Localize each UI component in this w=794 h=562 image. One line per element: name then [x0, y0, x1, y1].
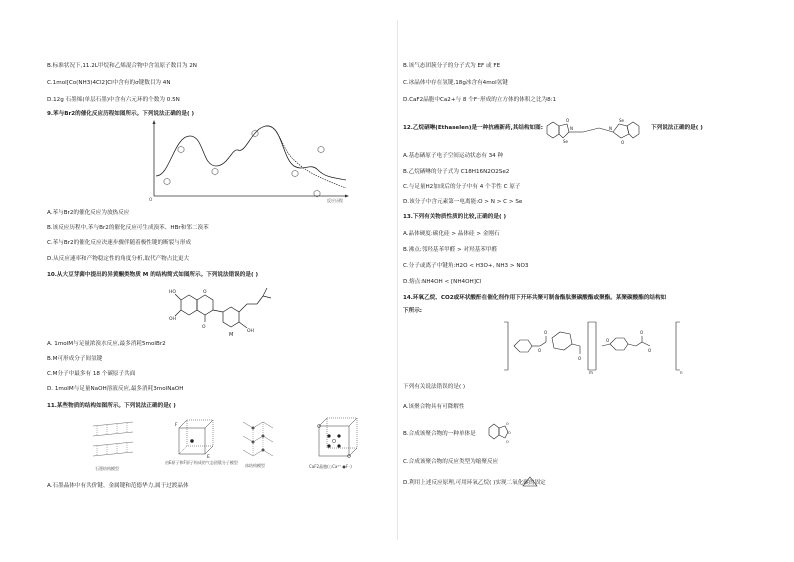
- q10-option-c: C.M分子中最多有 18 个碳原子共面: [47, 371, 136, 377]
- q9-axis-x-label: 反应历程: [327, 198, 343, 203]
- q10-option-a: A. 1molM与足量浓溴水反应,最多消耗5molBr2: [47, 341, 166, 347]
- svg-text:O: O: [621, 140, 625, 144]
- q14-stem-line2: 下所示:: [403, 308, 423, 314]
- q12-option-d: D.该分子中含元素第一电离能:O > N > C > Se: [403, 199, 523, 205]
- q8-option-c: C.1mol[Co(NH3)4Cl2]Cl中含有的σ键数目为 4N: [47, 80, 171, 86]
- svg-text:Se: Se: [619, 118, 624, 123]
- q13-option-a: A.晶体硬度:碳化硅 > 晶体硅 > 金刚石: [403, 231, 500, 237]
- q9-option-d: D.从反应速率和产物稳定性的角度分析,取代产物占比更大: [47, 256, 190, 262]
- svg-text:O: O: [506, 440, 509, 444]
- caf2-unit-cell-figure: [318, 418, 358, 458]
- q13-option-d: D.熔点:NH4OH < [NH4OH]Cl: [403, 279, 482, 285]
- q11-option-b: B.该气态团簇分子的分子式为 EF 或 FE: [403, 63, 501, 69]
- svg-text:O: O: [640, 330, 644, 335]
- ethylene-oxide-icon: [521, 475, 539, 489]
- q14-option-c: C.合成该聚合物的反应类型为缩聚反应: [403, 459, 499, 465]
- svg-text:F: F: [175, 423, 178, 428]
- q10-option-b: B.M可形成分子间氢键: [47, 356, 103, 362]
- q12-stem-tail: 下列说法正确的是( ): [651, 125, 703, 131]
- q13-stem: 13.下列有关物质性质的比较,正确的是( ): [403, 214, 507, 220]
- q10-stem: 10.从大豆芽菌中提出的异黄酮类物质 M 的结构简式如图所示。下列说法错误的是( ): [47, 272, 259, 278]
- q11-option-a: A.石墨晶体中有共价键、金属键和范德华力,属于过渡晶体: [47, 483, 189, 489]
- q11-caption-graphite: 石墨结构模型: [95, 466, 119, 471]
- svg-text:O: O: [566, 118, 570, 123]
- q10-molecule-label: M: [229, 332, 234, 338]
- q14-option-d: D.利用上述反应原理,可用环氧乙烷( )实现二氧化碳的固定: [403, 480, 546, 486]
- svg-text:N: N: [570, 126, 573, 131]
- svg-text:O: O: [578, 356, 582, 361]
- svg-text:O: O: [202, 325, 206, 330]
- q11-stem: 11.某些物质的结构如图所示。下列说法正确的是( ): [47, 403, 176, 409]
- q11-caption-caf2: CaF2晶胞(○Ca²⁺ ●F⁻): [309, 464, 352, 469]
- q11-structure-figures: [87, 412, 407, 478]
- q14-subscript-m: m: [589, 370, 593, 375]
- svg-text:O: O: [538, 348, 542, 353]
- q10-option-d: D. 1molM与足量NaOH溶液反应,最多消耗3molNaOH: [47, 386, 184, 392]
- q8-option-b: B.标准状况下,11.2L甲烷和乙烯混合物中含氢原子数目为 2N: [47, 63, 197, 69]
- svg-text:Se: Se: [563, 139, 568, 144]
- q14-phthalic-anhydride-structure: [485, 418, 513, 444]
- q14-stem: 14.环氧乙烷、CO2或环状酸酐在催化剂作用下开环共聚可制备酯肽聚碳酸酯或聚酯。某聚碳酸酯的结构如: [403, 295, 667, 301]
- q12-option-c: C.与足量H2加成后的分子中有 4 个手性 C 原子: [403, 184, 521, 190]
- q14-subscript-n: n: [680, 370, 683, 375]
- q9-stem: 9.苯与Br2的催化反应历程如图所示。下列说法正确的是( ): [47, 111, 195, 117]
- svg-text:O: O: [508, 431, 511, 435]
- svg-text:O: O: [544, 330, 548, 335]
- q11-option-d: D.CaF2晶胞中Ca2+与 8 个F⁻形成的立方体的体积之比为8:1: [403, 97, 557, 103]
- svg-text:OH: OH: [247, 329, 254, 334]
- q11-caption-cluster: 由E原子和F原子构成的气态团簇分子模型: [165, 460, 238, 465]
- q14-polymer-structure: [498, 318, 698, 376]
- q14-option-a: A.该聚合物具有可降解性: [403, 404, 465, 410]
- q9-option-b: B.该反应历程中,苯与Br2的催化反应可生成溴苯、HBr和邻二溴苯: [47, 225, 209, 231]
- q14-option-b: B.合成该聚合物的一种单体是: [403, 431, 476, 437]
- cluster-cube-figure: [179, 420, 213, 454]
- svg-text:O: O: [648, 348, 652, 353]
- q9-axis-origin-label: O: [149, 197, 153, 202]
- svg-text:O: O: [606, 338, 610, 343]
- q8-option-d: D.12g 石墨烯(单层石墨)中含有六元环的个数为 0.5N: [47, 97, 180, 103]
- q11-option-c: C.冰晶体中存在氢键,18g冰含有4mol氢键: [403, 80, 508, 86]
- q12-stem: 12.乙烷硒啉(Ethaselen)是一种抗癌新药,其结构如图:: [403, 125, 543, 131]
- q12-ethaselen-structure: [543, 114, 655, 144]
- svg-text:OH: OH: [169, 317, 176, 322]
- q13-option-c: C.分子或离子中键角:H2O < H3O+, NH3 > NO3: [403, 263, 529, 269]
- svg-text:O: O: [203, 290, 207, 295]
- q14-follow-text: 下列有关说法错误的是( ): [403, 384, 466, 390]
- graphite-model-figure: [93, 422, 133, 456]
- q9-option-c: C.苯与Br2的催化反应决速步骤伴随着极性键的断裂与形成: [47, 240, 192, 246]
- q9-option-a: A.苯与Br2的催化反应为放热反应: [47, 210, 130, 216]
- svg-text:N: N: [609, 126, 612, 131]
- q10-molecule-structure: [167, 282, 307, 338]
- q12-option-a: A.基态硒原子电子空间运动状态有 34 种: [403, 153, 504, 159]
- svg-text:O: O: [506, 422, 509, 426]
- ice-structure-figure: [243, 422, 273, 456]
- svg-text:E: E: [207, 455, 210, 460]
- q13-option-b: B.沸点:邻羟基苯甲醛 > 对羟基苯甲醛: [403, 247, 498, 253]
- q12-option-b: B.乙烷硒啉的分子式为 C18H16N2O2Se2: [403, 169, 510, 175]
- q9-energy-diagram: [142, 118, 357, 203]
- q11-caption-ice: 冰结构模型: [245, 463, 265, 468]
- svg-text:HO: HO: [169, 290, 176, 295]
